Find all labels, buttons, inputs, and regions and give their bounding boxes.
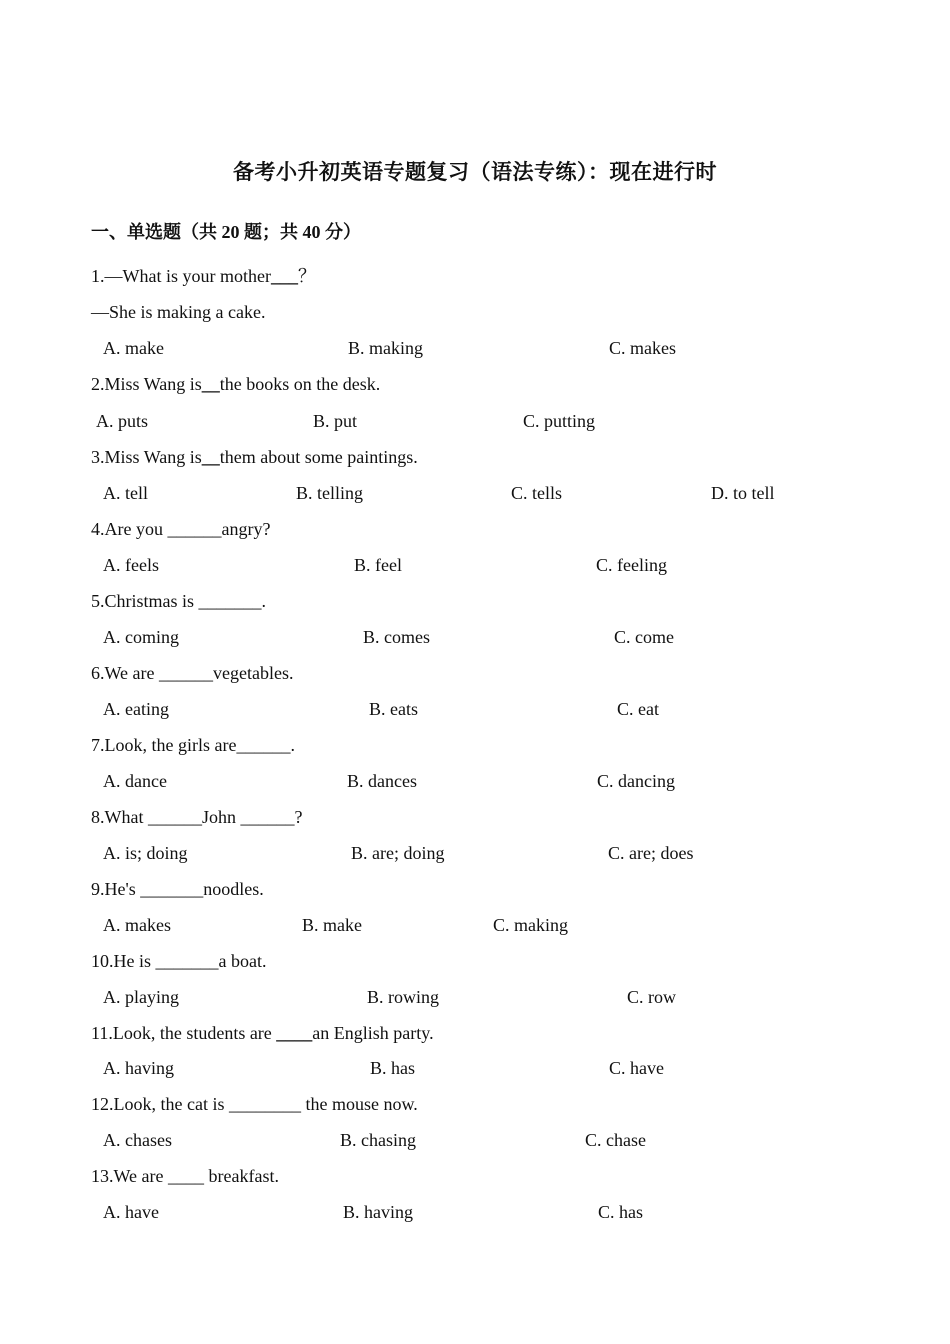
question-2-option-b[interactable]: B. put — [313, 411, 358, 431]
question-3-stem: 3.Miss Wang is__them about some paintings. — [91, 447, 418, 467]
question-1-reply: —She is making a cake. — [91, 302, 266, 322]
question-3-option-b[interactable]: B. telling — [296, 483, 363, 503]
question-11-option-a[interactable]: A. having — [103, 1058, 174, 1078]
question-1-stem: 1.—What is your mother___？ — [91, 266, 316, 286]
question-12-stem: 12.Look, the cat is ________ the mouse now. — [91, 1094, 418, 1114]
question-8-option-c[interactable]: C. are; does — [608, 843, 694, 863]
answer-blank: __ — [201, 447, 220, 467]
question-10-option-a[interactable]: A. playing — [103, 987, 179, 1007]
question-9-stem: 9.He's _______noodles. — [91, 879, 264, 899]
page-title: 备考小升初英语专题复习（语法专练）：现在进行时 — [233, 160, 717, 184]
question-13-option-c[interactable]: C. has — [598, 1202, 643, 1222]
question-10-option-c[interactable]: C. row — [627, 987, 676, 1007]
question-12-option-c[interactable]: C. chase — [585, 1130, 646, 1150]
question-1-option-a[interactable]: A. make — [103, 338, 164, 358]
question-7-option-a[interactable]: A. dance — [103, 771, 167, 791]
question-8-option-b[interactable]: B. are; doing — [351, 843, 445, 863]
question-5-option-b[interactable]: B. comes — [363, 627, 430, 647]
question-6-option-c[interactable]: C. eat — [617, 699, 659, 719]
question-10-stem: 10.He is _______a boat. — [91, 951, 267, 971]
question-6-option-b[interactable]: B. eats — [369, 699, 418, 719]
question-4-option-c[interactable]: C. feeling — [596, 555, 667, 575]
question-5-option-a[interactable]: A. coming — [103, 627, 179, 647]
question-7-option-b[interactable]: B. dances — [347, 771, 417, 791]
question-13-option-a[interactable]: A. have — [103, 1202, 159, 1222]
question-9-option-a[interactable]: A. makes — [103, 915, 171, 935]
question-12-option-a[interactable]: A. chases — [103, 1130, 172, 1150]
question-9-option-c[interactable]: C. making — [493, 915, 568, 935]
question-2-stem: 2.Miss Wang is__the books on the desk. — [91, 374, 381, 394]
question-5-stem: 5.Christmas is _______. — [91, 591, 267, 611]
question-13-option-b[interactable]: B. having — [343, 1202, 413, 1222]
question-7-option-c[interactable]: C. dancing — [597, 771, 675, 791]
question-3-option-c[interactable]: C. tells — [511, 483, 563, 503]
question-12-option-b[interactable]: B. chasing — [340, 1130, 416, 1150]
question-11-option-c[interactable]: C. have — [609, 1058, 664, 1078]
question-13-stem: 13.We are ____ breakfast. — [91, 1166, 279, 1186]
question-3-option-d[interactable]: D. to tell — [711, 483, 775, 503]
question-9-option-b[interactable]: B. make — [302, 915, 362, 935]
question-1-option-b[interactable]: B. making — [348, 338, 423, 358]
question-4-option-a[interactable]: A. feels — [103, 555, 159, 575]
answer-blank: __ — [201, 374, 220, 394]
question-7-stem: 7.Look, the girls are______. — [91, 735, 295, 755]
question-5-option-c[interactable]: C. come — [614, 627, 674, 647]
question-8-stem: 8.What ______John ______? — [91, 807, 303, 827]
question-4-option-b[interactable]: B. feel — [354, 555, 402, 575]
question-10-option-b[interactable]: B. rowing — [367, 987, 439, 1007]
question-6-option-a[interactable]: A. eating — [103, 699, 169, 719]
question-2-option-a[interactable]: A. puts — [96, 411, 149, 431]
answer-blank: ___ — [270, 266, 298, 286]
question-2-option-c[interactable]: C. putting — [523, 411, 596, 431]
question-4-stem: 4.Are you ______angry? — [91, 519, 271, 539]
section-heading: 一、单选题（共 20 题；共 40 分） — [91, 222, 361, 242]
question-6-stem: 6.We are ______vegetables. — [91, 663, 294, 683]
question-3-option-a[interactable]: A. tell — [103, 483, 148, 503]
question-1-option-c[interactable]: C. makes — [609, 338, 676, 358]
question-11-option-b[interactable]: B. has — [370, 1058, 415, 1078]
answer-blank: ____ — [276, 1023, 313, 1043]
question-8-option-a[interactable]: A. is; doing — [103, 843, 188, 863]
question-11-stem: 11.Look, the students are ____an English party. — [91, 1023, 434, 1043]
